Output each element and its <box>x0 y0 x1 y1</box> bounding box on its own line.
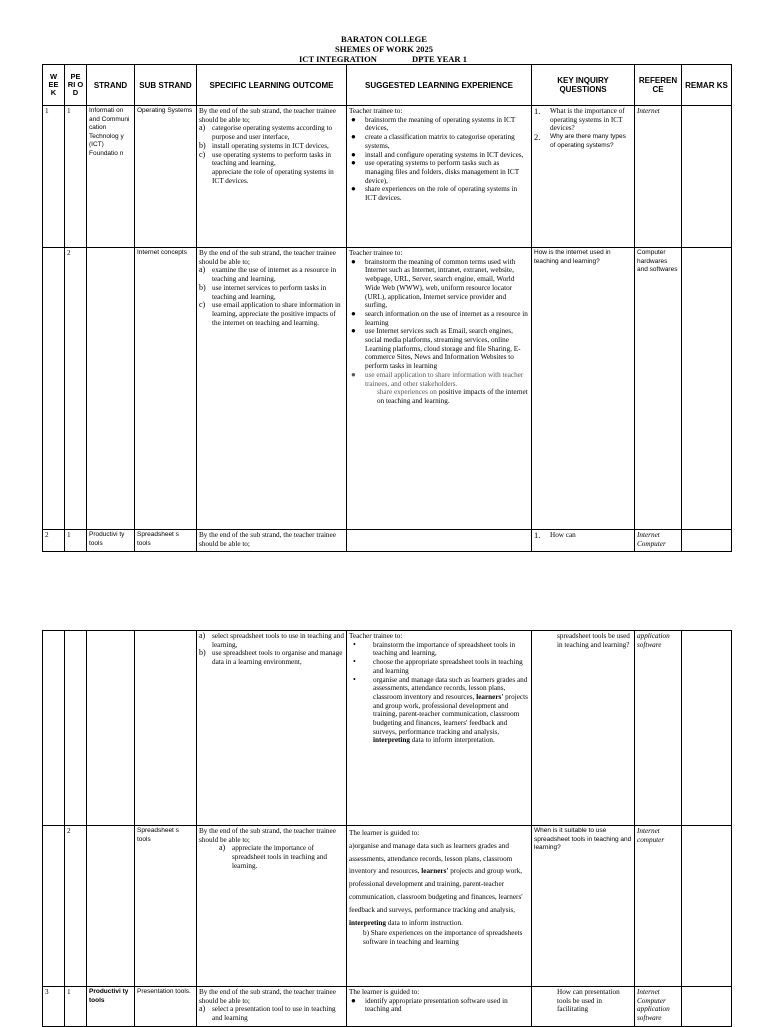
outcome-cell <box>197 826 347 987</box>
table-row <box>43 631 732 826</box>
list-item: b) use spreadsheet tools to organise and manage data in a learning environment, <box>199 648 343 667</box>
col-reference: REFEREN CE <box>635 65 682 106</box>
experience-list <box>349 997 529 1014</box>
list-item: ● share experiences on the role of operating systems in ICT devices. <box>351 184 518 203</box>
experience-list <box>349 641 529 745</box>
reference-cell: Internet <box>635 106 682 248</box>
remarks-cell <box>682 248 732 530</box>
list-item: ● use email application to share information with teacher trainees, and other stakeholders. <box>351 369 524 388</box>
remarks-cell <box>682 530 732 552</box>
remarks-cell <box>682 106 732 248</box>
period-cell: 1 <box>65 106 87 248</box>
list-item: ● search information on the use of internet as a resource in learning <box>351 308 528 327</box>
question-item: 1. How can <box>534 530 576 540</box>
week-cell: 3 <box>43 987 65 1027</box>
list-item: • choose the appropriate spreadsheet tools in teaching and learning <box>353 657 523 675</box>
list-item: a) select spreadsheet tools to use in teaching and learning, <box>199 631 344 649</box>
questions-cell <box>532 631 635 826</box>
strand-cell: Informati on and Communi cation Technolog y (ICT) Foundatio n <box>87 106 135 248</box>
sub-strand-cell: Operating Systems <box>135 106 197 248</box>
question-item: 1. What is the importance of operating systems in ICT devices? <box>534 106 625 133</box>
list-item: b) use internet services to perform tasks in teaching and learning, <box>199 282 327 301</box>
experience-cell <box>347 530 532 552</box>
outcome-cell <box>197 631 347 826</box>
period-cell: 1 <box>65 987 87 1027</box>
experience-list <box>349 116 529 203</box>
week-cell <box>43 826 65 987</box>
question-item: 2. Why are there many types of operating systems? <box>534 132 626 149</box>
experience-intro: Teacher trainee to: <box>349 632 403 640</box>
header-row <box>43 65 732 106</box>
table-row <box>43 530 732 552</box>
experience-text: a)organise and manage data such as learners grades and assessments, attendance records, lesson plans, classroom inventory and resources, learners' projects and group work, professional development and training, parent-teacher communication, classroom budgeting and finances, learners' feedback and surveys, performance tracking and analysis, interpreting data to inform instruction. <box>349 841 523 927</box>
experience-cell <box>347 248 532 530</box>
strand-cell <box>87 631 135 826</box>
week-cell: 1 <box>43 106 65 248</box>
period-cell: 2 <box>65 248 87 530</box>
experience-intro: Teacher trainee to: <box>349 107 403 115</box>
outcome-list <box>199 266 344 327</box>
experience-cell <box>347 631 532 826</box>
subject-name: ICT INTEGRATION <box>299 54 377 64</box>
scheme-title: SHEMES OF WORK 2025 <box>335 44 433 54</box>
reference-cell: Computer hardwares and softwares <box>635 248 682 530</box>
list-item: • brainstorm the importance of spreadsheet tools in teaching and learning, <box>353 639 516 658</box>
experience-intro: The learner is guided to: <box>349 988 420 996</box>
experience-list <box>349 258 529 389</box>
list-item: b) install operating systems in ICT devices, <box>199 140 329 150</box>
questions-cell: When is it suitable to use spreadsheet tools in teaching and learning? <box>532 826 635 987</box>
questions-cell: How is the internet used in teaching and learning? <box>532 248 635 530</box>
outcome-list <box>199 1005 344 1022</box>
outcome-cell <box>197 106 347 248</box>
col-week: W EE K <box>43 65 65 106</box>
outcome-list <box>199 632 344 667</box>
outcome-intro: By the end of the sub strand, the teacher trainee should be able to; <box>199 107 336 124</box>
reference-cell: Internet computer <box>635 826 682 987</box>
period-cell: 2 <box>65 826 87 987</box>
sub-strand-cell: Presentation tools. <box>135 987 197 1027</box>
strand-cell: Productivi ty tools <box>87 987 135 1027</box>
experience-cell <box>347 106 532 248</box>
list-item: ● brainstorm the meaning of common terms used with Internet such as Internet, intranet, extranet, website, webpage, URL, Server, search engine, email, World Wide Web (WWW), web, uniform resource locator (URL), application, Internet service provider and surfing, <box>351 256 516 310</box>
col-experience: SUGGESTED LEARNING EXPERIENCE <box>347 65 532 106</box>
list-item: c) use email application to share information in learning, appreciate the positive impacts of the internet on teaching and learning. <box>199 300 341 327</box>
outcome-cell <box>197 248 347 530</box>
outcome-list <box>199 844 344 870</box>
col-questions: KEY INQUIRY QUESTIONS <box>532 65 635 106</box>
table-row <box>43 826 732 987</box>
experience-cell <box>347 987 532 1027</box>
remarks-cell <box>682 826 732 987</box>
period-cell: 1 <box>65 530 87 552</box>
remarks-cell <box>682 631 732 826</box>
reference-cell: Internet Computer <box>635 530 682 552</box>
list-item: ● brainstorm the meaning of operating systems in ICT devices, <box>351 114 516 133</box>
list-item: ● create a classification matrix to categorise operating systems, <box>351 132 515 150</box>
list-item: c) use operating systems to perform tasks in teaching and learning, <box>199 149 331 168</box>
table-row <box>43 248 732 530</box>
question-continuation: spreadsheet tools be used in teaching and learning? <box>557 632 630 649</box>
sub-strand-cell: Spreadsheet s tools <box>135 826 197 987</box>
questions-cell <box>532 530 635 552</box>
week-cell <box>43 248 65 530</box>
outcome-intro: By the end of the sub strand, the teacher trainee should be able to; <box>199 249 336 266</box>
list-item: ● use operating systems to perform tasks such as managing files and folders, disks management in ICT device), <box>351 158 519 185</box>
reference-cell: application software <box>635 631 682 826</box>
table-row <box>43 987 732 1027</box>
reference-cell: Internet Computer application software <box>635 987 682 1027</box>
week-cell: 2 <box>43 530 65 552</box>
experience-intro: Teacher trainee to: <box>349 249 403 257</box>
college-name: BARATON COLLEGE <box>341 34 427 44</box>
outcome-tail: appreciate the role of operating systems in ICT devices. <box>212 167 334 185</box>
list-item: ● use Internet services such as Email, search engines, social media platforms, streaming services, online Learning platforms, cloud storage and file Sharing, E-commerce Sites, News and Information Websites to perform tasks in learning <box>351 326 521 371</box>
experience-tail: share experiences on positive impacts of the internet on teaching and learning. <box>377 388 528 405</box>
sub-strand-cell <box>135 631 197 826</box>
table-row <box>43 106 732 248</box>
experience-cell <box>347 826 532 987</box>
col-strand: STRAND <box>87 65 135 106</box>
strand-cell: Productivi ty tools <box>87 530 135 552</box>
questions-cell <box>532 106 635 248</box>
strand-cell <box>87 248 135 530</box>
year-label: DPTE YEAR 1 <box>412 54 467 64</box>
list-item: ● install and configure operating systems in ICT devices, <box>351 149 524 159</box>
scheme-table-page-1 <box>42 64 732 552</box>
col-period: PE RI O D <box>65 65 87 106</box>
week-cell <box>43 631 65 826</box>
col-remarks: REMAR KS <box>682 65 732 106</box>
outcome-intro: By the end of the sub strand, the teacher trainee should be able to; <box>199 988 336 1005</box>
list-item: a) examine the use of internet as a resource in teaching and learning, <box>199 265 337 284</box>
experience-intro: The learner is guided to: <box>349 829 420 837</box>
list-item: ● identify appropriate presentation software used in teaching and <box>351 995 508 1014</box>
list-item: a) appreciate the importance of spreadsheet tools in teaching and learning. <box>219 843 328 870</box>
sub-strand-cell: Spreadsheet s tools <box>135 530 197 552</box>
remarks-cell <box>682 987 732 1027</box>
questions-cell <box>532 987 635 1027</box>
sub-strand-cell: Internet concepts <box>135 248 197 530</box>
outcome-cell: By the end of the sub strand, the teacher trainee should be able to; <box>197 530 347 552</box>
list-item: a) select a presentation tool to use in teaching and learning <box>199 1004 336 1023</box>
scheme-table-page-2 <box>42 630 732 1027</box>
strand-cell <box>87 826 135 987</box>
period-cell <box>65 631 87 826</box>
experience-share: b) Share experiences on the importance of spreadsheets software in teaching and learning <box>363 929 523 947</box>
outcome-cell <box>197 987 347 1027</box>
col-sub-strand: SUB STRAND <box>135 65 197 106</box>
outcome-list <box>199 124 344 168</box>
list-item: • organise and manage data such as learners grades and assessments, attendance records, lesson plans, classroom inventory and resources, learners' projects and group work, professional development and training, parent-teacher communication, classroom budgeting and finances, learners' feedback and surveys, performance tracking and analysis, interpreting data to inform interpretation. <box>353 674 528 745</box>
outcome-intro: By the end of the sub strand, the teacher trainee should be able to; <box>199 827 336 844</box>
col-outcome: SPECIFIC LEARNING OUTCOME <box>197 65 347 106</box>
question-item: How can presentation tools be used in facilitating <box>557 988 620 1014</box>
list-item: a) categorise operating systems according to purpose and user interface, <box>199 123 333 142</box>
